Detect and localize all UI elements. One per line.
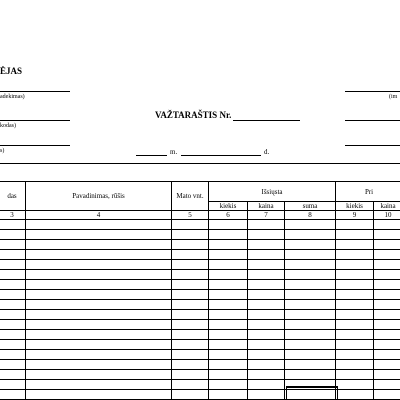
table-cell[interactable]	[374, 320, 400, 330]
table-cell[interactable]	[172, 350, 209, 360]
table-cell[interactable]	[285, 220, 336, 230]
table-cell[interactable]	[26, 230, 172, 240]
doc-title: VAŽTARAŠTIS Nr.	[155, 110, 232, 120]
table-cell[interactable]	[0, 380, 26, 390]
col-number: 6	[209, 211, 248, 220]
table-cell[interactable]	[0, 270, 26, 280]
table-cell[interactable]	[26, 300, 172, 310]
table-cell[interactable]	[26, 370, 172, 380]
table-cell[interactable]	[374, 390, 400, 400]
table-cell[interactable]	[0, 340, 26, 350]
table-cell[interactable]	[248, 270, 285, 280]
table-cell[interactable]	[336, 230, 374, 240]
frame-top-line	[0, 163, 400, 164]
table-cell[interactable]	[209, 280, 248, 290]
table-cell[interactable]	[209, 250, 248, 260]
table-row	[0, 300, 400, 310]
table-cell[interactable]	[26, 350, 172, 360]
table-cell[interactable]	[285, 270, 336, 280]
table-row	[0, 260, 400, 270]
sender-code-line[interactable]	[0, 120, 70, 121]
table-cell[interactable]	[172, 270, 209, 280]
table-cell[interactable]	[336, 380, 374, 390]
receiver-name-caption: (im	[389, 94, 398, 100]
table-row	[0, 390, 400, 400]
table-cell[interactable]	[336, 340, 374, 350]
table-cell[interactable]	[172, 380, 209, 390]
table-cell[interactable]	[248, 330, 285, 340]
table-cell[interactable]	[26, 330, 172, 340]
table-cell[interactable]	[0, 280, 26, 290]
table-cell[interactable]	[172, 230, 209, 240]
receiver-address-line[interactable]	[345, 145, 400, 146]
table-row	[0, 310, 400, 320]
table-cell[interactable]	[209, 360, 248, 370]
table-row	[0, 350, 400, 360]
sender-label: ĖJAS	[0, 66, 23, 76]
table-cell[interactable]	[0, 240, 26, 250]
date-month-line[interactable]	[181, 155, 261, 156]
table-cell[interactable]	[209, 350, 248, 360]
col-number: 5	[172, 211, 209, 220]
table-row	[0, 370, 400, 380]
table-cell[interactable]	[248, 350, 285, 360]
table-cell[interactable]	[285, 320, 336, 330]
table-cell[interactable]	[285, 360, 336, 370]
sender-address-line[interactable]	[0, 145, 70, 146]
table-cell[interactable]	[374, 370, 400, 380]
col-name-header: Pavadinimas, rūšis	[26, 182, 172, 211]
table-cell[interactable]	[374, 380, 400, 390]
table-cell[interactable]	[285, 250, 336, 260]
table-cell[interactable]	[248, 260, 285, 270]
table-cell[interactable]	[336, 370, 374, 380]
table-cell[interactable]	[285, 350, 336, 360]
table-cell[interactable]	[374, 270, 400, 280]
col-number: 3	[0, 211, 26, 220]
table-cell[interactable]	[0, 300, 26, 310]
table-cell[interactable]	[336, 350, 374, 360]
table-cell[interactable]	[336, 240, 374, 250]
table-cell[interactable]	[374, 310, 400, 320]
sub-price-header: kaina	[248, 202, 285, 211]
table-cell[interactable]	[248, 240, 285, 250]
table-cell[interactable]	[336, 290, 374, 300]
table-cell[interactable]	[285, 330, 336, 340]
table-cell[interactable]	[336, 270, 374, 280]
receiver-code-line[interactable]	[345, 120, 400, 121]
receiver-name-line[interactable]	[345, 91, 400, 92]
table-cell[interactable]	[0, 320, 26, 330]
table-cell[interactable]	[248, 370, 285, 380]
table-cell[interactable]	[248, 390, 285, 400]
table-cell[interactable]	[172, 220, 209, 230]
table-cell[interactable]	[374, 300, 400, 310]
table-cell[interactable]	[209, 380, 248, 390]
table-cell[interactable]	[374, 230, 400, 240]
table-cell[interactable]	[336, 280, 374, 290]
table-cell[interactable]	[374, 280, 400, 290]
table-cell[interactable]	[172, 320, 209, 330]
table-cell[interactable]	[26, 290, 172, 300]
table-cell[interactable]	[285, 300, 336, 310]
table-cell[interactable]	[285, 310, 336, 320]
table-cell[interactable]	[336, 320, 374, 330]
table-cell[interactable]	[26, 250, 172, 260]
table-row	[0, 250, 400, 260]
table-cell[interactable]	[209, 270, 248, 280]
table-cell[interactable]	[248, 300, 285, 310]
table-cell[interactable]	[209, 370, 248, 380]
table-cell[interactable]	[248, 290, 285, 300]
table-cell[interactable]	[172, 340, 209, 350]
table-row	[0, 220, 400, 230]
table-cell[interactable]	[248, 360, 285, 370]
table-cell[interactable]	[26, 320, 172, 330]
table-cell[interactable]	[374, 360, 400, 370]
table-cell[interactable]	[0, 310, 26, 320]
table-cell[interactable]	[209, 260, 248, 270]
col-issued-header: Išsiųsta	[209, 182, 336, 202]
date-year-line[interactable]	[136, 155, 167, 156]
table-cell[interactable]	[209, 330, 248, 340]
sender-name-caption: adekimas)	[0, 94, 25, 100]
table-cell[interactable]	[336, 220, 374, 230]
table-cell[interactable]	[26, 380, 172, 390]
table-row	[0, 270, 400, 280]
table-cell[interactable]	[172, 290, 209, 300]
sub-sum-header: suma	[285, 202, 336, 211]
sum-total-box[interactable]	[286, 386, 338, 400]
table-row	[0, 380, 400, 390]
table-cell[interactable]	[26, 310, 172, 320]
goods-table	[0, 181, 400, 400]
col-number: 10	[374, 211, 400, 220]
table-cell[interactable]	[26, 280, 172, 290]
table-cell[interactable]	[0, 220, 26, 230]
table-cell[interactable]	[172, 260, 209, 270]
table-cell[interactable]	[248, 320, 285, 330]
table-cell[interactable]	[285, 280, 336, 290]
table-cell[interactable]	[172, 360, 209, 370]
table-cell[interactable]	[336, 330, 374, 340]
table-cell[interactable]	[336, 300, 374, 310]
table-cell[interactable]	[336, 360, 374, 370]
table-cell[interactable]	[172, 370, 209, 380]
table-cell[interactable]	[285, 240, 336, 250]
table-cell[interactable]	[248, 250, 285, 260]
table-cell[interactable]	[172, 280, 209, 290]
table-cell[interactable]	[0, 330, 26, 340]
col-unit-header: Mato vnt.	[172, 182, 209, 211]
table-cell[interactable]	[374, 290, 400, 300]
table-cell[interactable]	[374, 220, 400, 230]
table-row	[0, 320, 400, 330]
sub-qty2-header: kiekis	[336, 202, 374, 211]
table-cell[interactable]	[26, 340, 172, 350]
table-cell[interactable]	[0, 360, 26, 370]
table-cell[interactable]	[248, 310, 285, 320]
table-cell[interactable]	[172, 390, 209, 400]
table-cell[interactable]	[172, 250, 209, 260]
table-cell[interactable]	[172, 310, 209, 320]
date-d-label: d.	[264, 148, 270, 156]
table-cell[interactable]	[209, 240, 248, 250]
table-cell[interactable]	[374, 330, 400, 340]
table-cell[interactable]	[285, 230, 336, 240]
sender-code-caption: kodas)	[0, 123, 16, 129]
table-row	[0, 240, 400, 250]
table-cell[interactable]	[285, 260, 336, 270]
table-cell[interactable]	[172, 330, 209, 340]
table-row	[0, 340, 400, 350]
table-cell[interactable]	[172, 300, 209, 310]
table-cell[interactable]	[26, 360, 172, 370]
table-cell[interactable]	[336, 250, 374, 260]
doc-number-line[interactable]	[233, 120, 300, 121]
table-cell[interactable]	[248, 220, 285, 230]
col-number: 8	[285, 211, 336, 220]
table-cell[interactable]	[209, 390, 248, 400]
table-cell[interactable]	[0, 350, 26, 360]
table-cell[interactable]	[248, 280, 285, 290]
col-received-header: Pri	[336, 182, 400, 202]
table-cell[interactable]	[0, 230, 26, 240]
col-number: 4	[26, 211, 172, 220]
table-cell[interactable]	[209, 290, 248, 300]
table-cell[interactable]	[26, 270, 172, 280]
table-cell[interactable]	[209, 320, 248, 330]
table-cell[interactable]	[172, 240, 209, 250]
table-cell[interactable]	[209, 340, 248, 350]
sub-price2-header: kaina	[374, 202, 400, 211]
table-cell[interactable]	[26, 260, 172, 270]
sub-qty-header: kiekis	[209, 202, 248, 211]
col-number: 9	[336, 211, 374, 220]
table-cell[interactable]	[209, 230, 248, 240]
table-cell[interactable]	[374, 250, 400, 260]
table-row	[0, 360, 400, 370]
table-cell[interactable]	[374, 240, 400, 250]
table-cell[interactable]	[209, 220, 248, 230]
table-cell[interactable]	[336, 260, 374, 270]
table-cell[interactable]	[374, 350, 400, 360]
table-cell[interactable]	[285, 370, 336, 380]
table-cell[interactable]	[26, 220, 172, 230]
table-cell[interactable]	[0, 250, 26, 260]
table-cell[interactable]	[0, 260, 26, 270]
table-cell[interactable]	[0, 390, 26, 400]
table-row	[0, 280, 400, 290]
table-cell[interactable]	[248, 340, 285, 350]
table-row	[0, 290, 400, 300]
table-cell[interactable]	[0, 370, 26, 380]
table-cell[interactable]	[285, 290, 336, 300]
table-cell[interactable]	[285, 340, 336, 350]
table-cell[interactable]	[209, 310, 248, 320]
table-row	[0, 330, 400, 340]
table-cell[interactable]	[209, 300, 248, 310]
table-cell[interactable]	[248, 230, 285, 240]
table-cell[interactable]	[26, 390, 172, 400]
sender-address-caption: s)	[0, 148, 5, 154]
table-cell[interactable]	[0, 290, 26, 300]
sender-name-line[interactable]	[0, 91, 70, 92]
table-cell[interactable]	[374, 260, 400, 270]
table-row	[0, 230, 400, 240]
col-number: 7	[248, 211, 285, 220]
table-cell[interactable]	[374, 340, 400, 350]
table-cell[interactable]	[336, 310, 374, 320]
table-cell[interactable]	[336, 390, 374, 400]
date-m-label: m.	[170, 148, 178, 156]
table-cell[interactable]	[248, 380, 285, 390]
table-cell[interactable]	[26, 240, 172, 250]
col-das-header: das	[0, 182, 26, 211]
